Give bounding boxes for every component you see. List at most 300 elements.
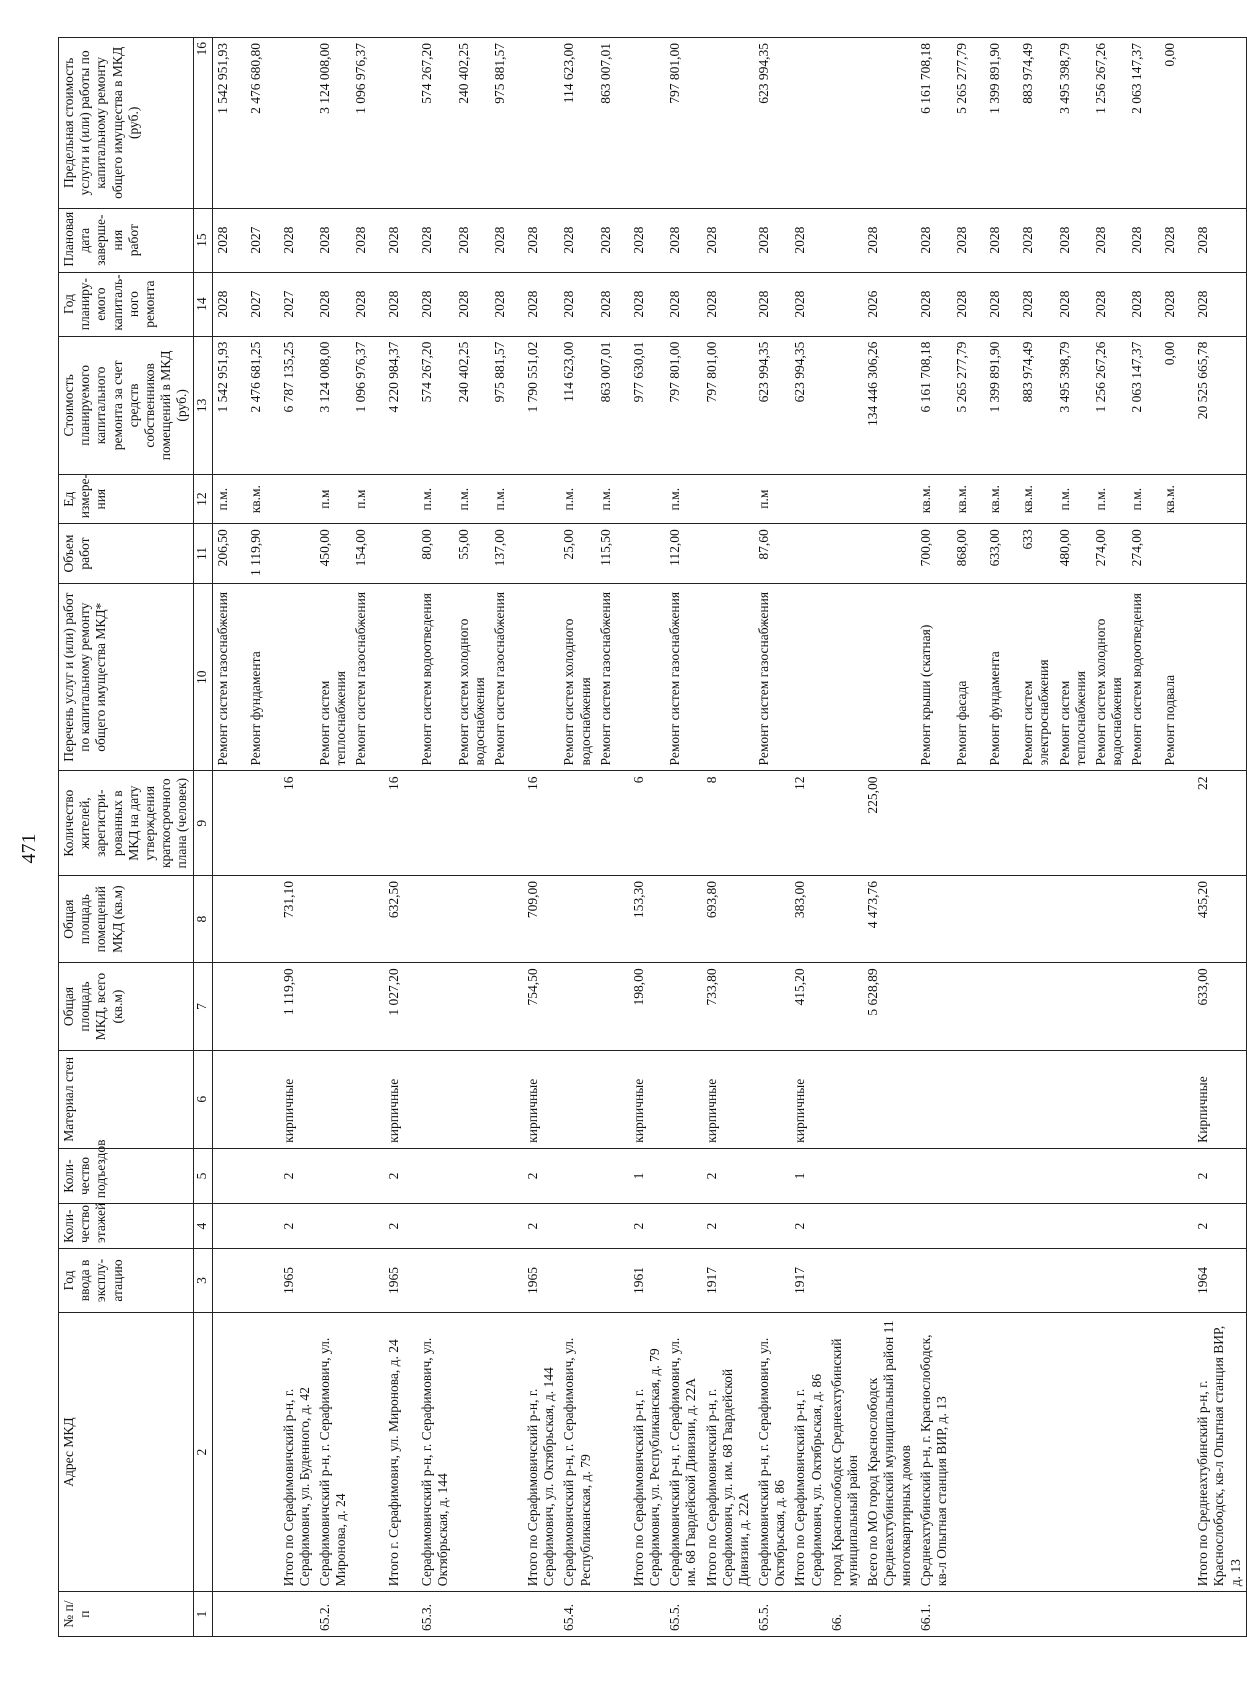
table-row: [523, 38, 559, 1637]
cell-col-11: [384, 524, 417, 584]
cell-col-3: 1965: [384, 1249, 417, 1313]
cell-col-3: [490, 1249, 523, 1313]
cell-col-4: 2: [523, 1204, 559, 1249]
cell-col-1: [384, 1592, 417, 1637]
cell-col-14: 2028: [212, 272, 246, 336]
cell-col-3: [863, 1249, 916, 1313]
cell-col-10: Ремонт систем газоснабжения: [490, 583, 523, 771]
column-number-10: 10: [193, 583, 212, 771]
cell-col-14: [827, 272, 863, 336]
cell-col-16: 1 542 951,93: [212, 38, 246, 209]
cell-col-15: 2028: [754, 208, 790, 272]
cell-col-5: [559, 1148, 595, 1203]
cell-col-10: Ремонт систем водоотведения: [417, 583, 453, 771]
cell-col-8: [351, 875, 384, 962]
cell-col-3: [559, 1249, 595, 1313]
cell-col-3: [596, 1249, 629, 1313]
cell-col-12: кв.м.: [1018, 475, 1054, 524]
cell-col-7: 198,00: [629, 963, 665, 1050]
cell-col-16: 1 096 976,37: [351, 38, 384, 209]
cell-col-14: 2028: [790, 272, 826, 336]
cell-col-7: [596, 963, 629, 1050]
table-row: [417, 38, 453, 1637]
column-header-16: Предельная стоимость услуги и (или) работы по капитальному ремонту общего имущества в МКД (руб.): [59, 38, 194, 209]
cell-col-12: п.м: [351, 475, 384, 524]
cell-col-7: [916, 963, 952, 1050]
column-number-12: 12: [193, 475, 212, 524]
cell-col-1: 65.5.: [754, 1592, 790, 1637]
cell-col-15: 2028: [952, 208, 985, 272]
table-header: [59, 38, 213, 1637]
cell-col-1: 65.3.: [417, 1592, 453, 1637]
cell-col-13: 1 790 551,02: [523, 336, 559, 475]
cell-col-15: 2028: [315, 208, 351, 272]
cell-col-16: [629, 38, 665, 209]
cell-col-3: [952, 1249, 985, 1313]
cell-col-7: [490, 963, 523, 1050]
cell-col-6: кирпичные: [629, 1050, 665, 1148]
cell-col-5: [1127, 1148, 1160, 1203]
cell-col-11: 80,00: [417, 524, 453, 584]
table-row: [1127, 38, 1160, 1637]
cell-col-1: [702, 1592, 755, 1637]
cell-col-11: 480,00: [1055, 524, 1091, 584]
cell-col-12: [629, 475, 665, 524]
cell-col-9: [559, 771, 595, 875]
table-row: [665, 38, 701, 1637]
cell-col-8: 632,50: [384, 875, 417, 962]
cell-col-6: [754, 1050, 790, 1148]
cell-col-8: [596, 875, 629, 962]
capital-repair-table: [58, 37, 1247, 1637]
cell-col-10: Ремонт систем газоснабжения: [665, 583, 701, 771]
cell-col-6: кирпичные: [279, 1050, 315, 1148]
table-row: [827, 38, 863, 1637]
cell-col-15: 2028: [279, 208, 315, 272]
cell-col-3: 1917: [702, 1249, 755, 1313]
cell-col-2: [1127, 1312, 1160, 1591]
cell-col-10: [1193, 583, 1246, 771]
cell-col-4: [1091, 1204, 1127, 1249]
cell-col-5: [754, 1148, 790, 1203]
cell-col-16: 797 801,00: [665, 38, 701, 209]
cell-col-8: 731,10: [279, 875, 315, 962]
cell-col-7: [1127, 963, 1160, 1050]
cell-col-4: [351, 1204, 384, 1249]
cell-col-14: 2028: [1127, 272, 1160, 336]
cell-col-16: [384, 38, 417, 209]
cell-col-14: 2028: [523, 272, 559, 336]
table-row: [754, 38, 790, 1637]
cell-col-3: 1964: [1193, 1249, 1246, 1313]
cell-col-16: 114 623,00: [559, 38, 595, 209]
cell-col-6: [827, 1050, 863, 1148]
cell-col-2: [1091, 1312, 1127, 1591]
cell-col-9: 225,00: [863, 771, 916, 875]
column-number-5: 5: [193, 1148, 212, 1203]
cell-col-4: [827, 1204, 863, 1249]
cell-col-11: [1193, 524, 1246, 584]
cell-col-9: [490, 771, 523, 875]
cell-col-9: [916, 771, 952, 875]
cell-col-15: 2028: [790, 208, 826, 272]
cell-col-2: Серафимовичский р-н, г. Серафимович, ул. Миронова, д. 24: [315, 1312, 351, 1591]
cell-col-1: 66.: [827, 1592, 863, 1637]
cell-col-4: [417, 1204, 453, 1249]
cell-col-2: [1018, 1312, 1054, 1591]
cell-col-4: [246, 1204, 279, 1249]
cell-col-6: [863, 1050, 916, 1148]
cell-col-5: [863, 1148, 916, 1203]
cell-col-5: [490, 1148, 523, 1203]
cell-col-4: [754, 1204, 790, 1249]
cell-col-5: [985, 1148, 1018, 1203]
cell-col-4: 2: [279, 1204, 315, 1249]
header-row: [59, 38, 194, 1637]
cell-col-7: [559, 963, 595, 1050]
cell-col-13: 3 495 398,79: [1055, 336, 1091, 475]
table-body: [212, 38, 1246, 1637]
cell-col-12: кв.м.: [985, 475, 1018, 524]
cell-col-1: [212, 1592, 246, 1637]
cell-col-9: [596, 771, 629, 875]
cell-col-6: Кирпичные: [1193, 1050, 1246, 1148]
cell-col-3: [1160, 1249, 1193, 1313]
cell-col-13: 4 220 984,37: [384, 336, 417, 475]
cell-col-15: 2028: [1055, 208, 1091, 272]
column-header-5: Коли-чество подъездов: [59, 1148, 194, 1203]
cell-col-9: [985, 771, 1018, 875]
cell-col-4: 2: [702, 1204, 755, 1249]
cell-col-7: 633,00: [1193, 963, 1246, 1050]
cell-col-1: [596, 1592, 629, 1637]
cell-col-11: 633: [1018, 524, 1054, 584]
cell-col-4: [490, 1204, 523, 1249]
cell-col-15: 2028: [916, 208, 952, 272]
cell-col-13: 1 096 976,37: [351, 336, 384, 475]
cell-col-1: [1160, 1592, 1193, 1637]
cell-col-13: 797 801,00: [702, 336, 755, 475]
cell-col-7: 1 119,90: [279, 963, 315, 1050]
cell-col-3: [246, 1249, 279, 1313]
cell-col-6: [246, 1050, 279, 1148]
cell-col-4: [916, 1204, 952, 1249]
cell-col-2: Серафимовичский р-н, г. Серафимович, ул. Октябрьская, д. 86: [754, 1312, 790, 1591]
cell-col-13: 863 007,01: [596, 336, 629, 475]
cell-col-7: [417, 963, 453, 1050]
table-row: [315, 38, 351, 1637]
cell-col-4: [315, 1204, 351, 1249]
cell-col-15: 2028: [596, 208, 629, 272]
cell-col-1: 65.4.: [559, 1592, 595, 1637]
cell-col-15: 2028: [1193, 208, 1246, 272]
cell-col-16: 975 881,57: [490, 38, 523, 209]
cell-col-5: [1160, 1148, 1193, 1203]
cell-col-2: [490, 1312, 523, 1591]
cell-col-16: 3 124 008,00: [315, 38, 351, 209]
table-row: [1018, 38, 1054, 1637]
cell-col-10: Ремонт фасада: [952, 583, 985, 771]
cell-col-13: 240 402,25: [454, 336, 490, 475]
cell-col-12: п.м.: [417, 475, 453, 524]
cell-col-8: [754, 875, 790, 962]
cell-col-12: п.м.: [1055, 475, 1091, 524]
table-row: [454, 38, 490, 1637]
cell-col-13: 2 476 681,25: [246, 336, 279, 475]
cell-col-12: кв.м.: [952, 475, 985, 524]
cell-col-4: [665, 1204, 701, 1249]
cell-col-10: Ремонт подвала: [1160, 583, 1193, 771]
cell-col-10: Ремонт систем теплоснабжения: [1055, 583, 1091, 771]
cell-col-7: 733,80: [702, 963, 755, 1050]
cell-col-10: Ремонт систем теплоснабжения: [315, 583, 351, 771]
cell-col-2: Серафимовичский р-н, г. Серафимович, ул. им. 68 Гвардейской Дивизии, д. 22А: [665, 1312, 701, 1591]
table-row: [790, 38, 826, 1637]
cell-col-4: [1018, 1204, 1054, 1249]
cell-col-14: 2028: [454, 272, 490, 336]
cell-col-13: 623 994,35: [754, 336, 790, 475]
cell-col-5: 2: [523, 1148, 559, 1203]
cell-col-9: 16: [384, 771, 417, 875]
cell-col-7: [351, 963, 384, 1050]
column-header-13: Стоимость планируемого капитального ремонта за счет средств собственников помещений в МКД (руб.): [59, 336, 194, 475]
cell-col-13: 975 881,57: [490, 336, 523, 475]
cell-col-12: кв.м.: [1160, 475, 1193, 524]
cell-col-8: [1055, 875, 1091, 962]
cell-col-7: [985, 963, 1018, 1050]
table-row: [384, 38, 417, 1637]
cell-col-4: [863, 1204, 916, 1249]
cell-col-16: 1 256 267,26: [1091, 38, 1127, 209]
cell-col-3: [1091, 1249, 1127, 1313]
cell-col-16: [702, 38, 755, 209]
table-row: [351, 38, 384, 1637]
cell-col-1: 65.2.: [315, 1592, 351, 1637]
cell-col-12: п.м.: [665, 475, 701, 524]
cell-col-11: 274,00: [1127, 524, 1160, 584]
cell-col-10: Ремонт систем холодного водоснабжения: [1091, 583, 1127, 771]
cell-col-1: [454, 1592, 490, 1637]
cell-col-16: 623 994,35: [754, 38, 790, 209]
cell-col-1: [1193, 1592, 1246, 1637]
cell-col-11: [279, 524, 315, 584]
cell-col-6: [212, 1050, 246, 1148]
cell-col-16: [523, 38, 559, 209]
column-header-2: Адрес МКД: [59, 1312, 194, 1591]
column-header-14: Год планиру-емого капиталь-ного ремонта: [59, 272, 194, 336]
cell-col-10: [629, 583, 665, 771]
cell-col-9: [952, 771, 985, 875]
cell-col-13: 797 801,00: [665, 336, 701, 475]
cell-col-9: 8: [702, 771, 755, 875]
cell-col-5: 1: [629, 1148, 665, 1203]
column-header-12: Ед измере-ния: [59, 475, 194, 524]
cell-col-10: Ремонт систем холодного водоснабжения: [454, 583, 490, 771]
cell-col-9: 12: [790, 771, 826, 875]
cell-col-11: [702, 524, 755, 584]
cell-col-6: [916, 1050, 952, 1148]
cell-col-14: 2028: [559, 272, 595, 336]
cell-col-3: [1018, 1249, 1054, 1313]
cell-col-6: кирпичные: [790, 1050, 826, 1148]
cell-col-6: [490, 1050, 523, 1148]
cell-col-16: 2 476 680,80: [246, 38, 279, 209]
cell-col-14: 2028: [490, 272, 523, 336]
column-number-13: 13: [193, 336, 212, 475]
cell-col-11: [827, 524, 863, 584]
cell-col-5: [952, 1148, 985, 1203]
cell-col-13: 2 063 147,37: [1127, 336, 1160, 475]
cell-col-2: Итого по Серафимовичский р-н, г. Серафимович, ул. Октябрьская, д. 86: [790, 1312, 826, 1591]
cell-col-14: 2028: [1018, 272, 1054, 336]
cell-col-8: [985, 875, 1018, 962]
cell-col-16: 2 063 147,37: [1127, 38, 1160, 209]
cell-col-16: 883 974,49: [1018, 38, 1054, 209]
cell-col-12: п.м.: [490, 475, 523, 524]
cell-col-2: Серафимовичский р-н, г. Серафимович, ул. Республиканская, д. 79: [559, 1312, 595, 1591]
cell-col-5: 1: [790, 1148, 826, 1203]
cell-col-3: [827, 1249, 863, 1313]
table-row: [559, 38, 595, 1637]
table-row: [985, 38, 1018, 1637]
cell-col-3: [985, 1249, 1018, 1313]
cell-col-3: 1965: [279, 1249, 315, 1313]
column-number-2: 2: [193, 1312, 212, 1591]
cell-col-10: [279, 583, 315, 771]
cell-col-11: [790, 524, 826, 584]
cell-col-8: 4 473,76: [863, 875, 916, 962]
cell-col-11: 274,00: [1091, 524, 1127, 584]
cell-col-13: 6 787 135,25: [279, 336, 315, 475]
cell-col-2: Всего по МО город Краснослободск Среднеахтубинский муниципальный район 11 многоквартирных домов: [863, 1312, 916, 1591]
cell-col-9: [417, 771, 453, 875]
cell-col-8: [916, 875, 952, 962]
cell-col-5: [246, 1148, 279, 1203]
cell-col-4: 2: [629, 1204, 665, 1249]
cell-col-13: 623 994,35: [790, 336, 826, 475]
cell-col-7: [1018, 963, 1054, 1050]
cell-col-6: [417, 1050, 453, 1148]
column-number-6: 6: [193, 1050, 212, 1148]
cell-col-12: кв.м.: [246, 475, 279, 524]
column-number-11: 11: [193, 524, 212, 584]
cell-col-8: [212, 875, 246, 962]
cell-col-15: 2028: [702, 208, 755, 272]
cell-col-8: [827, 875, 863, 962]
cell-col-8: [1160, 875, 1193, 962]
cell-col-14: 2028: [702, 272, 755, 336]
cell-col-16: 863 007,01: [596, 38, 629, 209]
cell-col-6: [315, 1050, 351, 1148]
cell-col-3: 1961: [629, 1249, 665, 1313]
cell-col-13: 20 525 665,78: [1193, 336, 1246, 475]
cell-col-8: 709,00: [523, 875, 559, 962]
column-number-3: 3: [193, 1249, 212, 1313]
cell-col-15: 2028: [417, 208, 453, 272]
cell-col-5: 2: [702, 1148, 755, 1203]
table-row: [212, 38, 246, 1637]
cell-col-12: п.м: [315, 475, 351, 524]
cell-col-15: 2028: [629, 208, 665, 272]
cell-col-15: 2028: [351, 208, 384, 272]
column-number-16: 16: [193, 38, 212, 209]
column-header-1: № п/п: [59, 1592, 194, 1637]
cell-col-12: п.м.: [1091, 475, 1127, 524]
table-row: [1160, 38, 1193, 1637]
column-header-8: Общая площадь помещений МКД (кв.м): [59, 875, 194, 962]
cell-col-9: 16: [523, 771, 559, 875]
cell-col-10: Ремонт систем газоснабжения: [596, 583, 629, 771]
table-row: [629, 38, 665, 1637]
cell-col-10: Ремонт систем холодного водоснабжения: [559, 583, 595, 771]
cell-col-8: 383,00: [790, 875, 826, 962]
cell-col-9: [1160, 771, 1193, 875]
cell-col-4: [1127, 1204, 1160, 1249]
cell-col-7: 754,50: [523, 963, 559, 1050]
table-row: [279, 38, 315, 1637]
cell-col-13: 574 267,20: [417, 336, 453, 475]
cell-col-4: [559, 1204, 595, 1249]
cell-col-1: [629, 1592, 665, 1637]
cell-col-12: [279, 475, 315, 524]
table-row: [952, 38, 985, 1637]
cell-col-10: Ремонт систем газоснабжения: [351, 583, 384, 771]
column-number-1: 1: [193, 1592, 212, 1637]
cell-col-7: [1091, 963, 1127, 1050]
cell-col-12: [863, 475, 916, 524]
cell-col-1: [790, 1592, 826, 1637]
cell-col-1: [246, 1592, 279, 1637]
cell-col-11: 633,00: [985, 524, 1018, 584]
cell-col-10: Ремонт систем электроснабжения: [1018, 583, 1054, 771]
cell-col-9: [1127, 771, 1160, 875]
cell-col-6: [952, 1050, 985, 1148]
cell-col-15: 2028: [490, 208, 523, 272]
cell-col-7: [754, 963, 790, 1050]
cell-col-6: кирпичные: [384, 1050, 417, 1148]
cell-col-5: [1018, 1148, 1054, 1203]
cell-col-11: [1160, 524, 1193, 584]
table-row: [246, 38, 279, 1637]
cell-col-8: [246, 875, 279, 962]
cell-col-1: [1018, 1592, 1054, 1637]
cell-col-5: [454, 1148, 490, 1203]
cell-col-9: [665, 771, 701, 875]
table-row: [1091, 38, 1127, 1637]
column-header-10: Перечень услуг и (или) работ по капитальному ремонту общего имущества МКД*: [59, 583, 194, 771]
cell-col-13: 1 256 267,26: [1091, 336, 1127, 475]
cell-col-6: [1018, 1050, 1054, 1148]
cell-col-2: Итого по Среднеахтубинский р-н, г. Краснослободск, кв-л Опытная станция ВИР, д. 13: [1193, 1312, 1246, 1591]
cell-col-8: [1091, 875, 1127, 962]
cell-col-15: 2028: [559, 208, 595, 272]
cell-col-9: [1018, 771, 1054, 875]
cell-col-7: [1055, 963, 1091, 1050]
cell-col-8: 153,30: [629, 875, 665, 962]
cell-col-6: кирпичные: [523, 1050, 559, 1148]
cell-col-14: 2027: [279, 272, 315, 336]
cell-col-16: 0,00: [1160, 38, 1193, 209]
cell-col-9: [246, 771, 279, 875]
cell-col-5: 2: [384, 1148, 417, 1203]
cell-col-14: 2028: [916, 272, 952, 336]
column-header-4: Коли-чество этажей: [59, 1204, 194, 1249]
cell-col-10: Ремонт систем водоотведения: [1127, 583, 1160, 771]
cell-col-1: [985, 1592, 1018, 1637]
cell-col-13: 5 265 277,79: [952, 336, 985, 475]
cell-col-14: 2028: [596, 272, 629, 336]
cell-col-12: [790, 475, 826, 524]
